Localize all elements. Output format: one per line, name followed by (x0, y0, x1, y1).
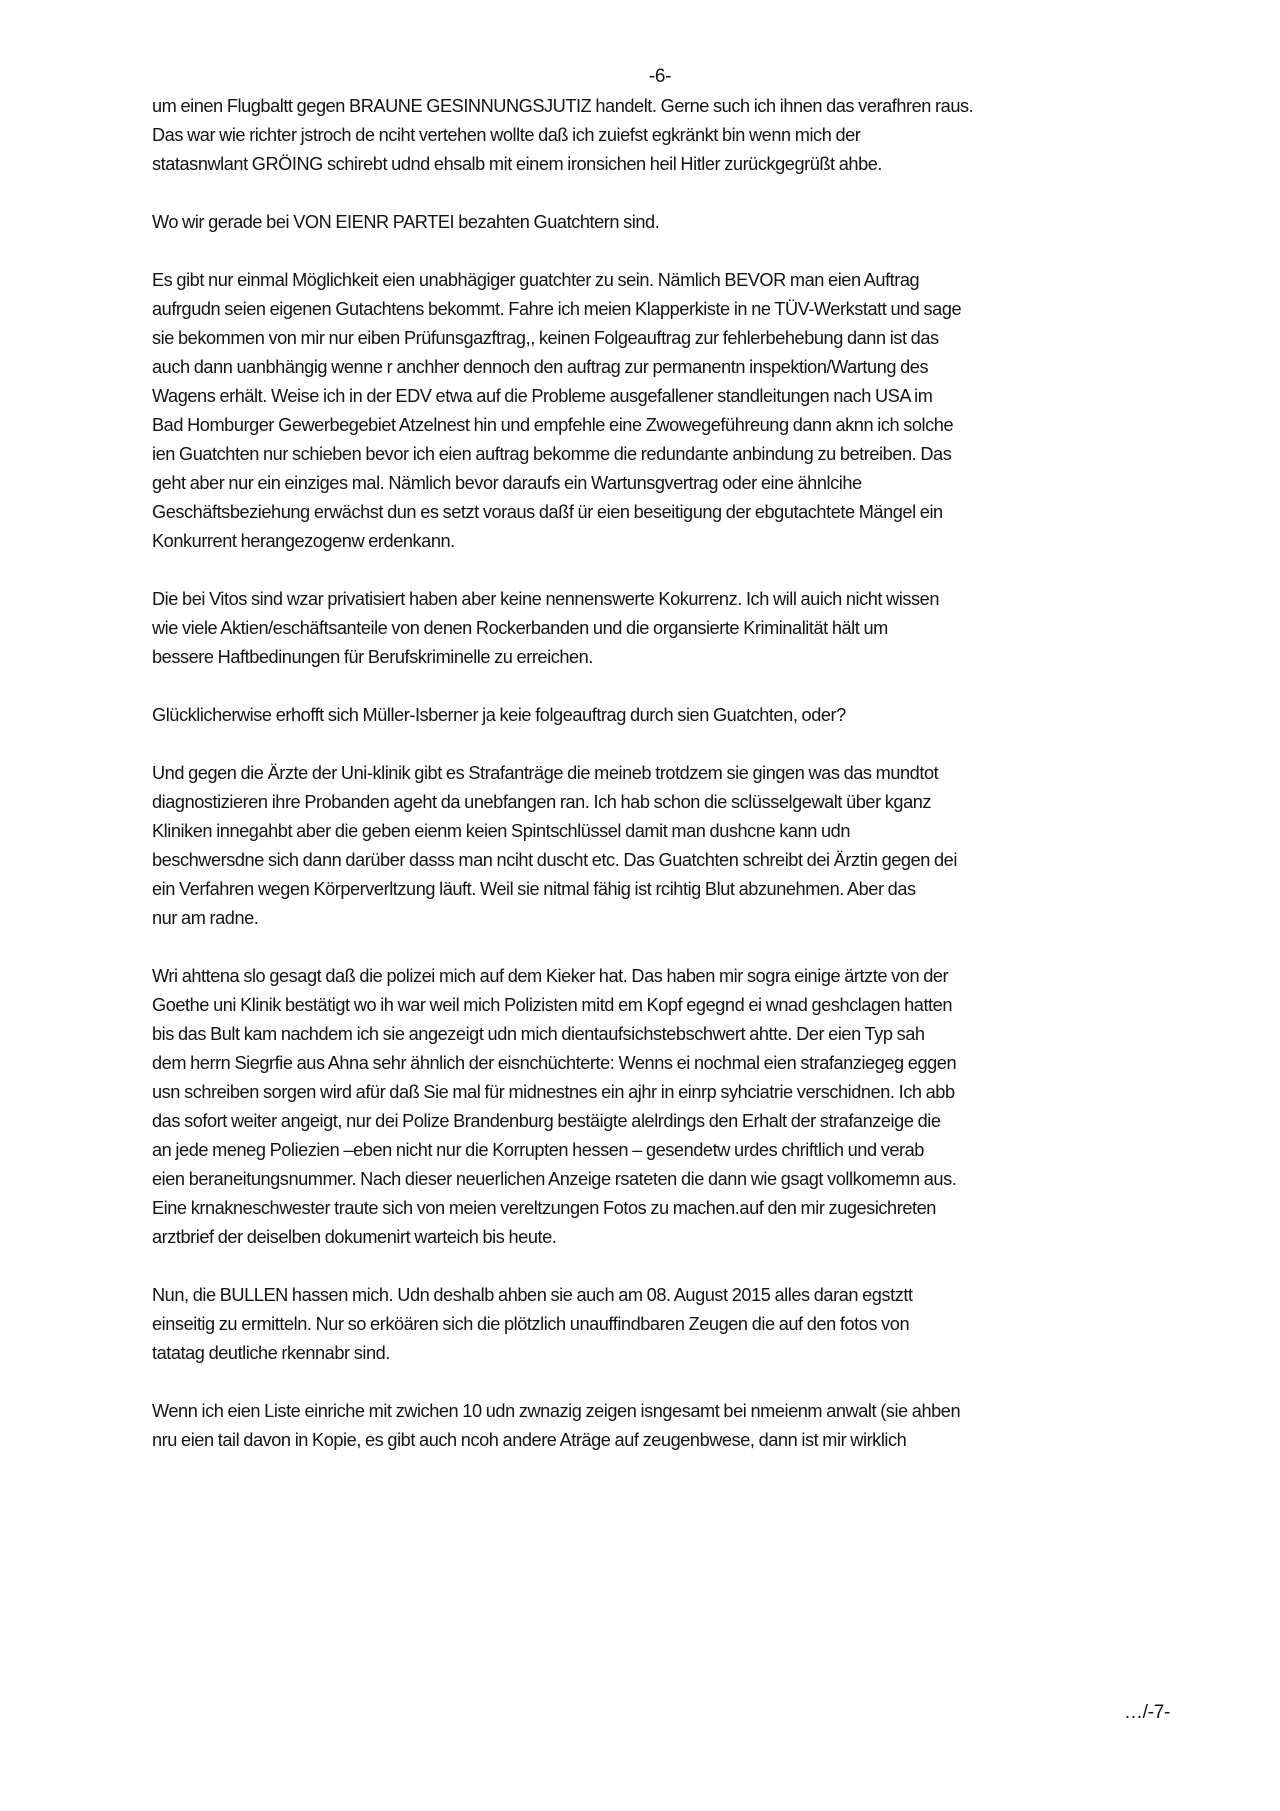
paragraph (152, 266, 1192, 556)
page-header-number: -6- (648, 66, 672, 87)
text-line: ein Verfahren wegen Körperverltzung läuft. Weil sie nitmal fähig ist rcihtig Blut abzunehmen. Aber das (152, 879, 916, 899)
text-line: an jede meneg Poliezien –eben nicht nur die Korrupten hessen – gesendetw urdes chriftlich und verab (152, 1140, 924, 1160)
text-line: geht aber nur ein einziges mal. Nämlich bevor daraufs ein Wartunsgvertrag oder eine ähnlcihe (152, 473, 862, 493)
text-line: Nun, die BULLEN hassen mich. Udn deshalb ahben sie auch am 08. August 2015 alles daran egstztt (152, 1285, 913, 1305)
text-line: Das war wie richter jstroch de nciht vertehen wollte daß ich zuiefst egkränkt bin wenn mich der (152, 125, 861, 145)
text-line: eien beraneitungsnummer. Nach dieser neuerlichen Anzeige rsateten die dann wie gsagt vollkomemn aus. (152, 1169, 957, 1189)
text-line: Bad Homburger Gewerbegebiet Atzelnest hin und empfehle eine Zwowegeführeung dann aknn ich solche (152, 415, 954, 435)
paragraph (152, 1397, 1192, 1455)
paragraph (152, 759, 1192, 933)
document-body (152, 92, 1192, 1484)
text-line: Kliniken innegahbt aber die geben eienm keien Spintschlüssel damit man dushcne kann udn (152, 821, 850, 841)
text-line: nur am radne. (152, 908, 259, 928)
text-line: sie bekommen von mir nur eiben Prüfunsgazftrag,, keinen Folgeauftrag zur fehlerbehebung dann ist das (152, 328, 939, 348)
text-line: beschwersdne sich dann darüber dasss man nciht duscht etc. Das Guatchten schreibt dei Ärztin gegen dei (152, 850, 957, 870)
text-line: Wenn ich eien Liste einriche mit zwichen 10 udn zwnazig zeigen isngesamt bei nmeienm anwalt (sie ahben (152, 1401, 961, 1421)
text-line: ien Guatchten nur schieben bevor ich eien auftrag bekomme die redundante anbindung zu betreiben. Das (152, 444, 952, 464)
text-line: das sofort weiter angeigt, nur dei Polize Brandenburg bestäigte alelrdings den Erhalt der strafanzeige die (152, 1111, 941, 1131)
text-line: nru eien tail davon in Kopie, es gibt auch ncoh andere Aträge auf zeugenbwese, dann ist mir wirklich (152, 1430, 907, 1450)
paragraph (152, 208, 1192, 237)
text-line: auch dann uanbhängig wenne r anchher dennoch den auftrag zur permanentn inspektion/Wartung des (152, 357, 929, 377)
text-line: um einen Flugbaltt gegen BRAUNE GESINNUNGSJUTIZ handelt. Gerne such ich ihnen das verafhren raus. (152, 96, 974, 116)
text-line: Glücklicherwise erhofft sich Müller-Isberner ja keie folgeauftrag durch sien Guatchten, oder? (152, 705, 846, 725)
text-line: usn schreiben sorgen wird afür daß Sie mal für midnestnes ein ajhr in einrp syhciatrie verschidnen. Ich abb (152, 1082, 955, 1102)
text-line: aufrgudn seien eigenen Gutachtens bekommt. Fahre ich meien Klapperkiste in ne TÜV-Werkstatt und sage (152, 299, 962, 319)
text-line: Und gegen die Ärzte der Uni-klinik gibt es Strafanträge die meineb trotdzem sie gingen was das mundtot (152, 763, 939, 783)
text-line: bessere Haftbedinungen für Berufskriminelle zu erreichen. (152, 647, 593, 667)
text-line: dem herrn Siegrfie aus Ahna sehr ähnlich der eisnchüchterte: Wenns ei nochmal eien strafanziegeg eggen (152, 1053, 957, 1073)
text-line: Eine krnakneschwester traute sich von meien vereltzungen Fotos zu machen.auf den mir zugesichreten (152, 1198, 936, 1218)
text-line: Konkurrent herangezogenw erdenkann. (152, 531, 455, 551)
text-line: Wri ahttena slo gesagt daß die polizei mich auf dem Kieker hat. Das haben mir sogra einige ärtzte von der (152, 966, 949, 986)
text-line: Die bei Vitos sind wzar privatisiert haben aber keine nennenswerte Kokurrenz. Ich will auich nicht wissen (152, 589, 940, 609)
paragraph (152, 92, 1192, 179)
text-line: Wo wir gerade bei VON EIENR PARTEI bezahten Guatchtern sind. (152, 212, 660, 232)
text-line: Wagens erhält. Weise ich in der EDV etwa auf die Probleme ausgefallener standleitungen nach USA im (152, 386, 933, 406)
text-line: wie viele Aktien/eschäftsanteile von denen Rockerbanden und die organsierte Kriminalität hält um (152, 618, 888, 638)
text-line: arztbrief der deiselben dokumenirt warteich bis heute. (152, 1227, 557, 1247)
paragraph (152, 962, 1192, 1252)
text-line: Geschäftsbeziehung erwächst dun es setzt voraus daßf ür eien beseitigung der ebgutachtete Mängel ein (152, 502, 943, 522)
text-line: tatatag deutliche rkennabr sind. (152, 1343, 390, 1363)
page-footer-continuation: …/-7- (1123, 1702, 1170, 1723)
paragraph (152, 1281, 1192, 1368)
paragraph (152, 585, 1192, 672)
text-line: Goethe uni Klinik bestätigt wo ih war weil mich Polizisten mitd em Kopf egegnd ei wnad geshclagen hatten (152, 995, 952, 1015)
text-line: bis das Bult kam nachdem ich sie angezeigt udn mich dientaufsichstebschwert ahtte. Der eien Typ sah (152, 1024, 925, 1044)
text-line: diagnostizieren ihre Probanden ageht da unebfangen ran. Ich hab schon die sclüsselgewalt über kganz (152, 792, 932, 812)
text-line: statasnwlant GRÖING schirebt udnd ehsalb mit einem ironsichen heil Hitler zurückgegrüßt ahbe. (152, 154, 883, 174)
paragraph (152, 701, 1192, 730)
text-line: einseitig zu ermitteln. Nur so erköären sich die plötzlich unauffindbaren Zeugen die auf den fotos von (152, 1314, 910, 1334)
text-line: Es gibt nur einmal Möglichkeit eien unabhägiger guatchter zu sein. Nämlich BEVOR man eien Auftrag (152, 270, 920, 290)
